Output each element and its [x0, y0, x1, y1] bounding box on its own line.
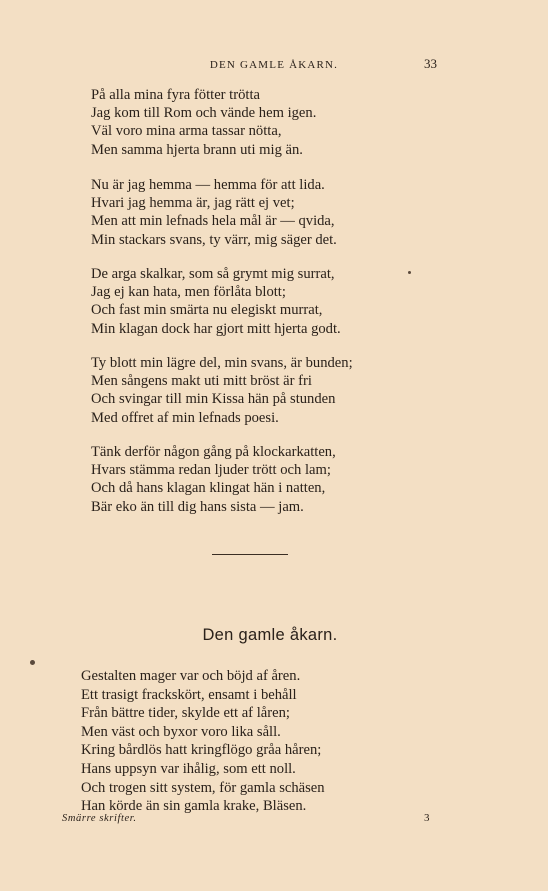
verse-line: Hvari jag hemma är, jag rätt ej vet;: [91, 195, 295, 212]
stanza-6: [81, 667, 325, 816]
stanza-2: [91, 176, 337, 249]
stanza-3: [91, 265, 341, 338]
verse-line: Men väst och byxor voro lika såll.: [81, 723, 281, 740]
stanza-1: [91, 86, 316, 159]
verse-line: Och då hans klagan klingat hän i natten,: [91, 480, 326, 497]
verse-line: Och svingar till min Kissa hän på stunden: [91, 391, 336, 408]
verse-line: Hans uppsyn var ihålig, som ett noll.: [81, 760, 296, 777]
verse-line: Väl voro mina arma tassar nötta,: [91, 123, 282, 140]
paper-speck: [30, 660, 35, 665]
verse-line: Men att min lefnads hela mål är — qvida,: [91, 213, 335, 230]
section-title: Den gamle åkarn.: [202, 626, 338, 644]
verse-line: Men samma hjerta brann uti mig än.: [91, 141, 303, 158]
verse-line: Nu är jag hemma — hemma för att lida.: [91, 177, 325, 193]
verse-line: Min klagan dock har gjort mitt hjerta godt.: [91, 320, 341, 337]
verse-line: Med offret af min lefnads poesi.: [91, 409, 279, 426]
verse-line: Och fast min smärta nu elegiskt murrat,: [91, 302, 323, 319]
stanza-5: [91, 443, 336, 516]
verse-line: Gestalten mager var och böjd af åren.: [81, 668, 301, 684]
verse-line: Jag ej kan hata, men förlåta blott;: [91, 284, 286, 301]
verse-line: Och trogen sitt system, för gamla schäsen: [81, 779, 325, 796]
verse-line: Han körde än sin gamla krake, Bläsen.: [81, 798, 307, 815]
verse-line: Min stackars svans, ty värr, mig säger det.: [91, 231, 337, 248]
verse-line: Från bättre tider, skylde ett af låren;: [81, 705, 290, 722]
verse-line: Tänk derför någon gång på klockarkatten,: [91, 444, 336, 460]
verse-line: Men sångens makt uti mitt bröst är fri: [91, 373, 312, 390]
verse-line: Ett trasigt frackskört, ensamt i behåll: [81, 686, 297, 703]
page-number: 33: [424, 56, 437, 71]
verse-line: Hvars stämma redan ljuder trött och lam;: [91, 462, 331, 479]
section-divider: [212, 554, 288, 555]
paper-speck: [408, 271, 411, 274]
verse-line: Bär eko än till dig hans sista — jam.: [91, 498, 304, 515]
verse-line: Kring bårdlös hatt kringflögo gråa håren;: [81, 742, 322, 759]
stanza-4: [91, 354, 353, 427]
footer-signature: Smärre skrifter.: [62, 813, 137, 824]
verse-line: På alla mina fyra fötter trötta: [91, 87, 260, 103]
running-head: DEN GAMLE ÅKARN.: [209, 59, 339, 71]
verse-line: De arga skalkar, som så grymt mig surrat,: [91, 266, 335, 282]
footer-sheet-number: 3: [424, 812, 430, 824]
verse-line: Ty blott min lägre del, min svans, är bunden;: [91, 355, 353, 371]
verse-line: Jag kom till Rom och vände hem igen.: [91, 105, 317, 122]
